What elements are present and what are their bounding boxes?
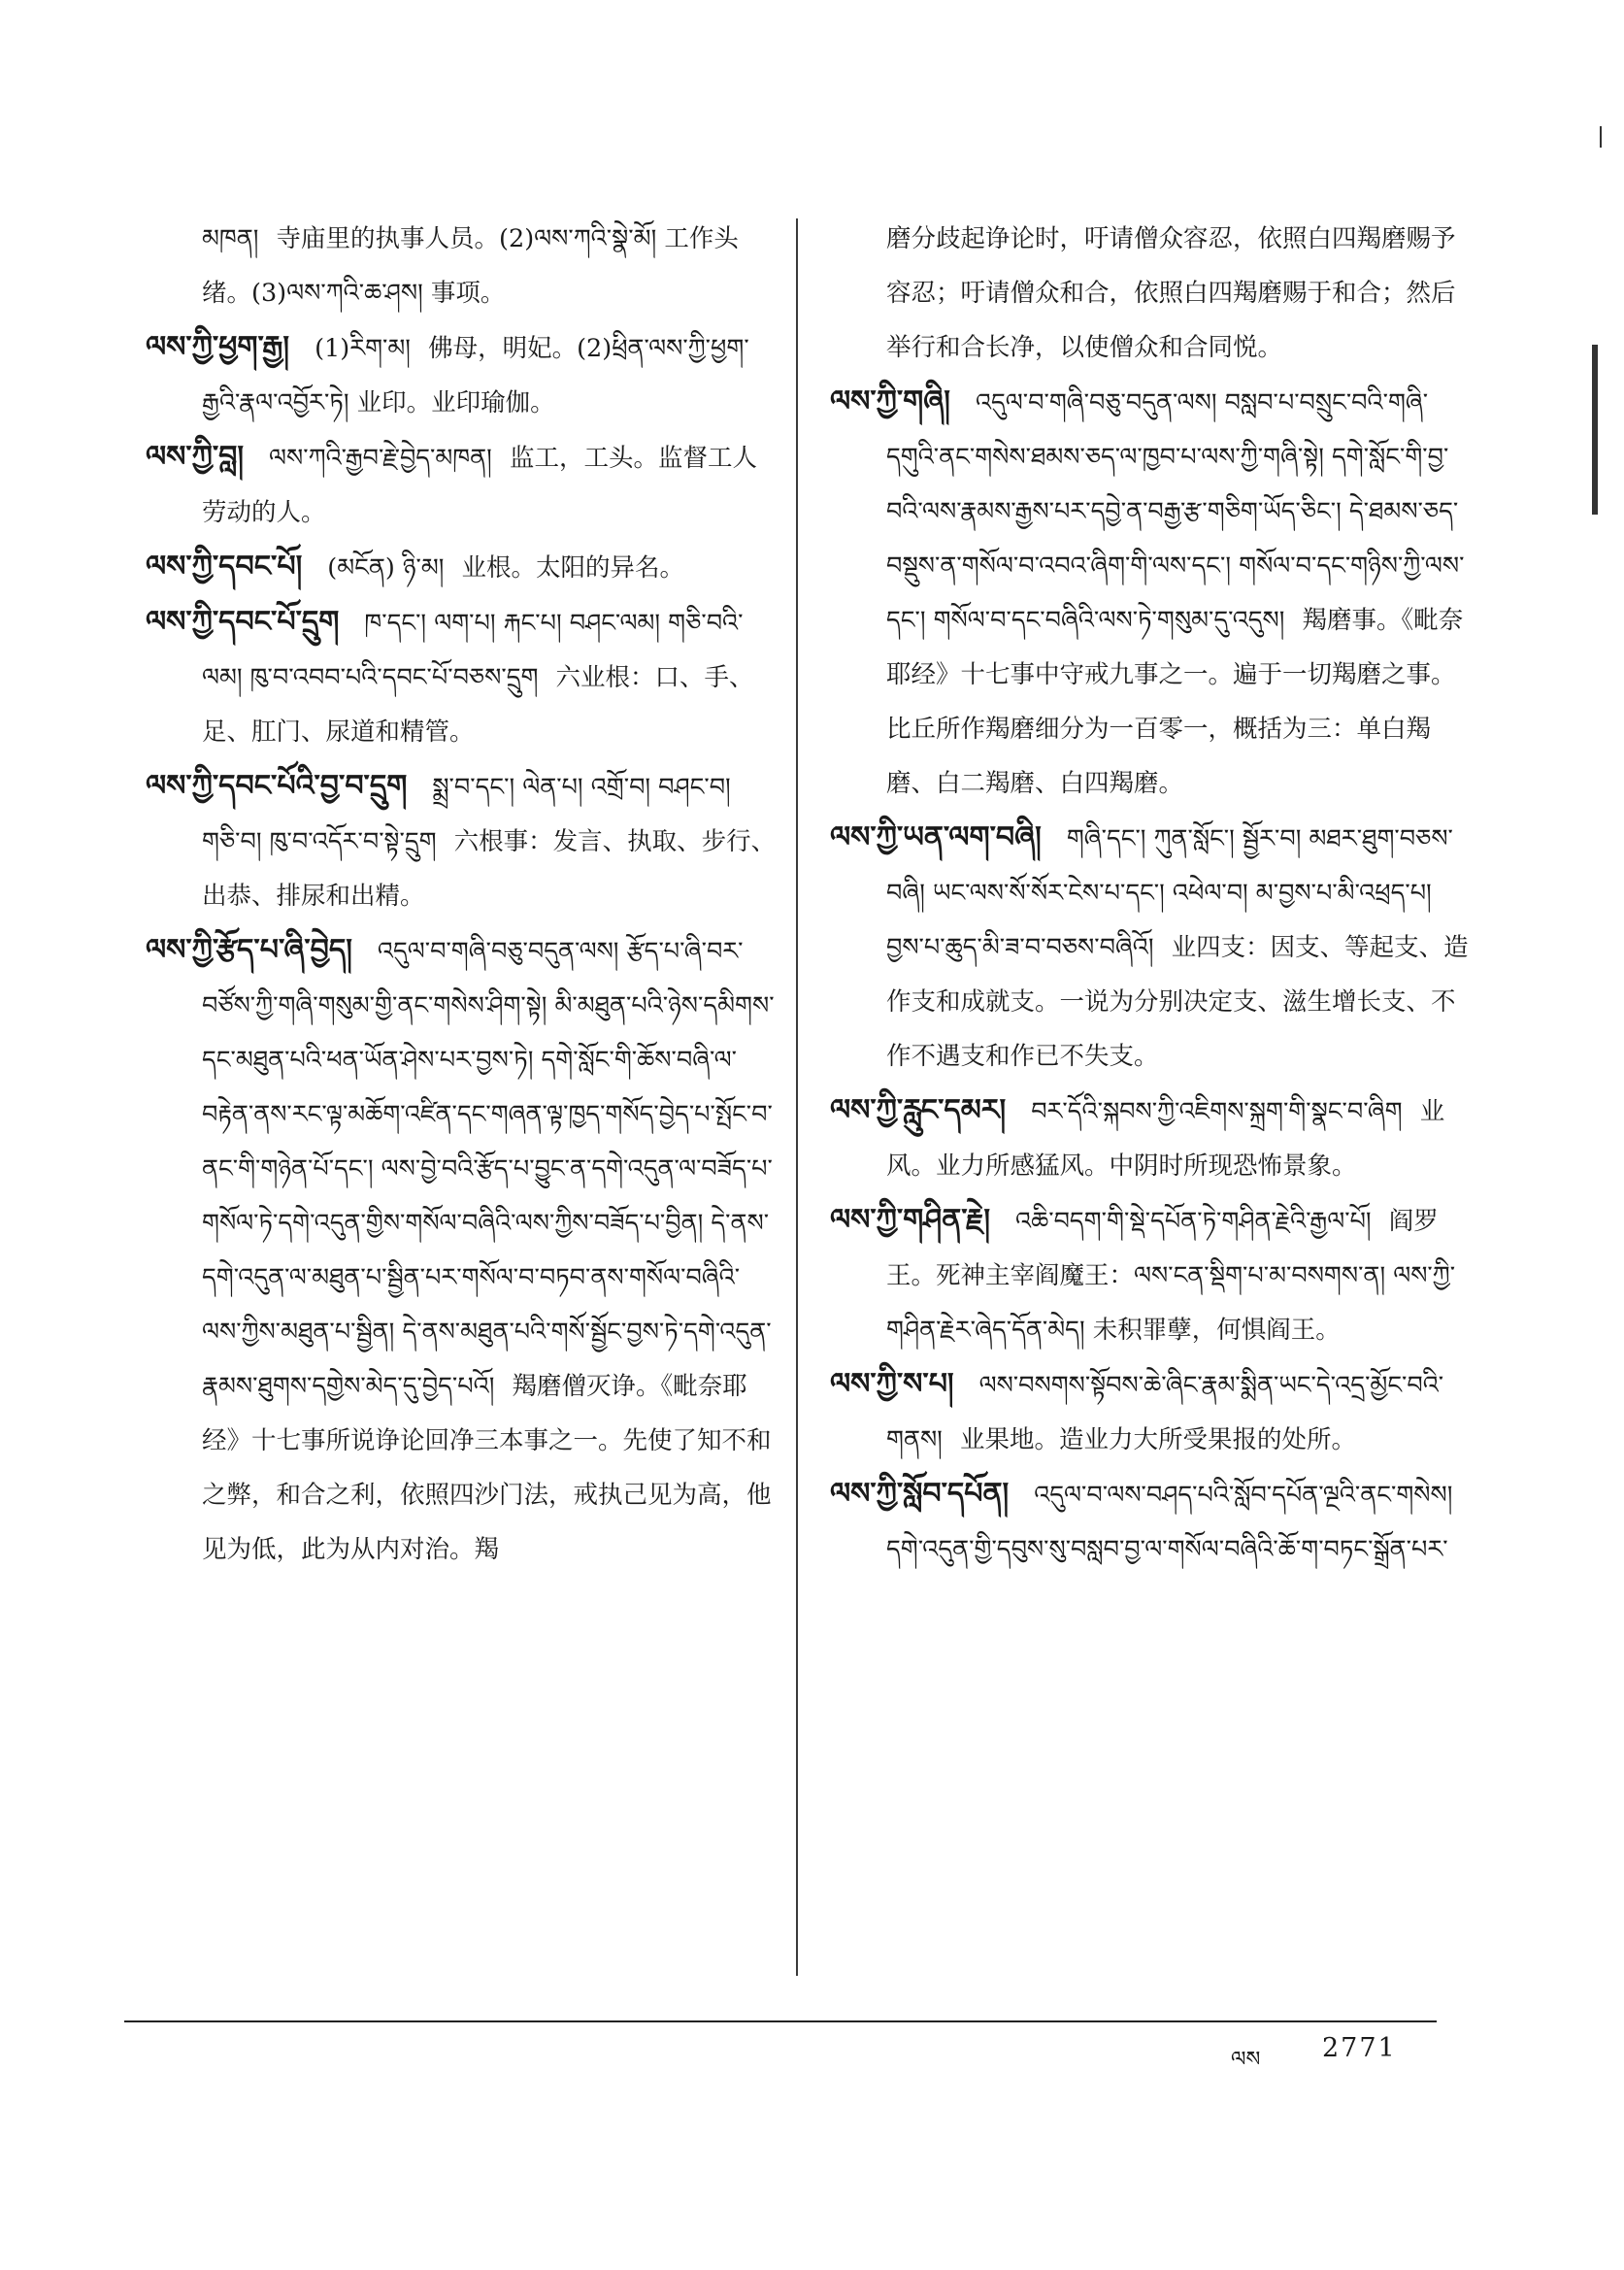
entry-chinese-definition: 监工，工头。监督工人劳动的人。 xyxy=(202,444,757,527)
dictionary-entry xyxy=(146,430,777,540)
entry-headword: ལས་ཀྱི་ས་པ། xyxy=(830,1367,954,1401)
entry-tibetan-definition: འཆི་བདག་གི་སྡེ་དཔོན་ཏེ་གཤིན་རྗེའི་རྒྱལ་པོ། xyxy=(1015,1207,1379,1236)
entry-headword: ལས་ཀྱི་རྩོད་པ་ཞི་བྱེད། xyxy=(146,933,352,967)
entry-chinese-definition: 业四支：因支、等起支、造作支和成就支。一说为分别决定支、滋生增长支、不作不遇支和作已不失支。 xyxy=(886,933,1469,1071)
entry-headword: ལས་ཀྱི་དབང་པོ། xyxy=(146,550,303,584)
dictionary-entry xyxy=(830,212,1471,375)
dictionary-entry xyxy=(830,375,1471,811)
page-number: 2771 xyxy=(1322,2033,1397,2063)
dictionary-entry xyxy=(146,759,777,923)
column-divider xyxy=(796,218,798,1976)
binding-mark xyxy=(1592,345,1598,515)
dictionary-entry xyxy=(830,1357,1471,1467)
entry-tibetan-definition: འདུལ་བ་གཞི་བཅུ་བདུན་ལས། རྩོད་པ་ཞི་བར་བཙོས་ཀྱི་གཞི་གསུམ་གྱི་ནང་གསེས་ཤིག་སྟེ། མི་མཐུན་པའི་ཉེས་དམིགས་དང་མཐུན་པའི་ཕན་ཡོན་ཤེས་པར་བྱས་ཏེ། དགེ་སློང་གི་ཆོས་བཞི་ལ་བརྟེན་ནས་རང་ལྟ་མཆོག་འཛིན་དང་གཞན་ལྟ་ཁྱད་གསོད་བྱེད་པ་སྤོང་བ་ནང་གི་གཉེན་པོ་དང་། ལས་བྱེ་བའི་རྩོད་པ་བྱུང་ན་དགེ་འདུན་ལ་བཟོད་པ་གསོལ་ཏེ་དགེ་འདུན་གྱིས་གསོལ་བཞིའི་ལས་ཀྱིས་བཟོད་པ་བྱིན། དེ་ནས་དགེ་འདུན་ལ་མཐུན་པ་སྦྱིན་པར་གསོལ་བ་བཏབ་ནས་གསོལ་བཞིའི་ལས་ཀྱིས་མཐུན་པ་སྦྱིན། དེ་ནས་མཐུན་པའི་གསོ་སྦྱོང་བྱས་ཏེ་དགེ་འདུན་རྣམས་ཐུགས་དགྱེས་མེད་དུ་བྱེད་པའོ། xyxy=(202,937,775,1401)
entry-chinese-definition: 业根。太阳的异名。 xyxy=(461,553,685,583)
entry-tibetan-definition: མཁན། xyxy=(202,224,267,253)
entry-headword: ལས་ཀྱི་དབང་པོའི་བྱ་བ་དྲུག xyxy=(146,769,408,803)
page-running-label: ལས xyxy=(1231,2048,1261,2072)
dictionary-entry xyxy=(830,811,1471,1084)
entry-chinese-definition: 羯磨事。《毗奈耶经》十七事中守戒九事之一。遍于一切羯磨之事。比丘所作羯磨细分为一百零一，概括为三：单白羯磨、白二羯磨、白四羯磨。 xyxy=(886,606,1464,798)
dictionary-entry xyxy=(830,1193,1471,1357)
entry-tibetan-definition: འདུལ་བ་ལས་བཤད་པའི་སློབ་དཔོན་ལྔའི་ནང་གསེས། དགེ་འདུན་གྱི་དབུས་སུ་བསླབ་བྱ་ལ་གསོལ་བཞིའི་ཆོ་ག་བཏང་སྒྲོན་པར་ xyxy=(886,1481,1453,1564)
entry-chinese-definition: 六根事：发言、执取、步行、出恭、排尿和出精。 xyxy=(202,827,777,911)
entry-tibetan-definition: ཁ་དང་། ལག་པ། རྐང་པ། བཤང་ལམ། གཅི་བའི་ལམ། ཁུ་བ་འབབ་པའི་དབང་པོ་བཅས་དྲུག xyxy=(202,609,744,692)
right-column xyxy=(830,212,1471,1998)
binding-mark xyxy=(1600,126,1602,148)
dictionary-entry xyxy=(146,212,777,320)
entry-chinese-definition: 寺庙里的执事人员。(2)ལས་ཀའི་སྣེ་མོ། 工作头绪。(3)ལས་ཀའི་ཆ་ཤས། 事项。 xyxy=(202,224,739,308)
dictionary-entry xyxy=(146,320,777,430)
dictionary-entry xyxy=(830,1084,1471,1193)
entry-tibetan-definition: (མངོན) ཉི་མ། xyxy=(327,553,452,583)
dictionary-entry xyxy=(146,923,777,1577)
dictionary-entry xyxy=(146,540,777,595)
entry-headword: ལས་ཀྱི་གཤིན་རྗེ། xyxy=(830,1203,990,1237)
entry-headword: ལས་ཀྱི་གཞི། xyxy=(830,384,950,418)
entry-chinese-definition: 业果地。造业力大所受果报的处所。 xyxy=(959,1425,1356,1454)
dictionary-entry xyxy=(830,1467,1471,1577)
entry-headword: ལས་ཀྱི་ཡན་ལག་བཞི། xyxy=(830,820,1042,854)
entry-tibetan-definition: ལས་བསགས་སྟོབས་ཆེ་ཞིང་རྣམ་སྨིན་ཡང་དེ་འདྲ་མྱོང་བའི་གནས། xyxy=(886,1371,1444,1454)
dictionary-entry xyxy=(146,595,777,759)
entry-headword: ལས་ཀྱི་སློབ་དཔོན། xyxy=(830,1477,1010,1511)
entry-headword: ལས་ཀྱི་བླ། xyxy=(146,440,245,474)
entry-tibetan-definition: གཞི་དང་། ཀུན་སློང་། སྦྱོར་བ། མཐར་ཐུག་བཅས་བཞི། ཡང་ལས་སོ་སོར་ངེས་པ་དང་། འཕེལ་བ། མ་བྱས་པ་མི་འཕྲད་པ། བྱས་པ་ཆུད་མི་ཟ་བ་བཅས་བཞིའོ། xyxy=(886,824,1453,962)
left-column xyxy=(146,212,777,1998)
entry-tibetan-definition: ལས་ཀའི་རྒྱབ་རྗེ་བྱེད་མཁན། xyxy=(269,444,500,473)
entry-tibetan-definition: བར་དོའི་སྐབས་ཀྱི་འཇིགས་སྐྲག་གི་སྣང་བ་ཞིག xyxy=(1031,1097,1410,1126)
entry-tibetan-definition: (1)རིག་མ། xyxy=(315,334,419,363)
entry-headword: ལས་ཀྱི་དབང་པོ་དྲུག xyxy=(146,605,340,639)
entry-headword: ལས་ཀྱི་ཕྱག་རྒྱ། xyxy=(146,330,290,364)
entry-chinese-definition: 佛母，明妃。(2)ཕྲིན་ལས་ཀྱི་ཕྱག་རྒྱའི་རྣལ་འབྱོར་ཏེ། 业印。业印瑜伽。 xyxy=(202,334,749,417)
entry-tibetan-definition: འདུལ་བ་གཞི་བཅུ་བདུན་ལས། བསླབ་པ་བསྲུང་བའི་གཞི་དགུའི་ནང་གསེས་ཐམས་ཅད་ལ་ཁྱབ་པ་ལས་ཀྱི་གཞི་སྟེ། དགེ་སློང་གི་བྱ་བའི་ལས་རྣམས་རྒྱས་པར་དབྱེ་ན་བརྒྱ་རྩ་གཅིག་ཡོད་ཅིང་། དེ་ཐམས་ཅད་བསྡུས་ན་གསོལ་བ་འབའ་ཞིག་གི་ལས་དང་། གསོལ་བ་དང་གཉིས་ཀྱི་ལས་དང་། གསོལ་བ་དང་བཞིའི་ལས་ཏེ་གསུམ་དུ་འདུས། xyxy=(886,388,1465,635)
entry-chinese-definition: 业风。业力所感猛风。中阴时所现恐怖景象。 xyxy=(886,1097,1445,1181)
footer-rule xyxy=(124,2020,1437,2022)
entry-chinese-definition: 阎罗王。死神主宰阎魔王：ལས་ངན་སྡིག་པ་མ་བསགས་ན། ལས་ཀྱི་གཤིན་རྗེར་ཞེད་དོན་མེད། 未积罪孽，何惧阎王。 xyxy=(886,1207,1456,1345)
entry-chinese-definition: 磨分歧起诤论时，吁请僧众容忍，依照白四羯磨赐予容忍；吁请僧众和合，依照白四羯磨赐于和合；然后举行和合长净，以使僧众和合同悦。 xyxy=(886,224,1456,362)
entry-headword: ལས་ཀྱི་རླུང་དམར། xyxy=(830,1093,1007,1127)
entry-chinese-definition: 六业根：口、手、足、肛门、尿道和精管。 xyxy=(202,663,754,747)
entry-chinese-definition: 羯磨僧灭诤。《毗奈耶经》十七事所说诤论回净三本事之一。先使了知不和之弊，和合之利，依照四沙门法，戒执己见为高，他见为低，此为从内对治。羯 xyxy=(202,1372,772,1564)
entry-tibetan-definition: སྨྲ་བ་དང་། ལེན་པ། འགྲོ་བ། བཤང་བ། གཅི་བ། ཁུ་བ་འདོར་བ་སྟེ་དྲུག xyxy=(202,773,731,856)
